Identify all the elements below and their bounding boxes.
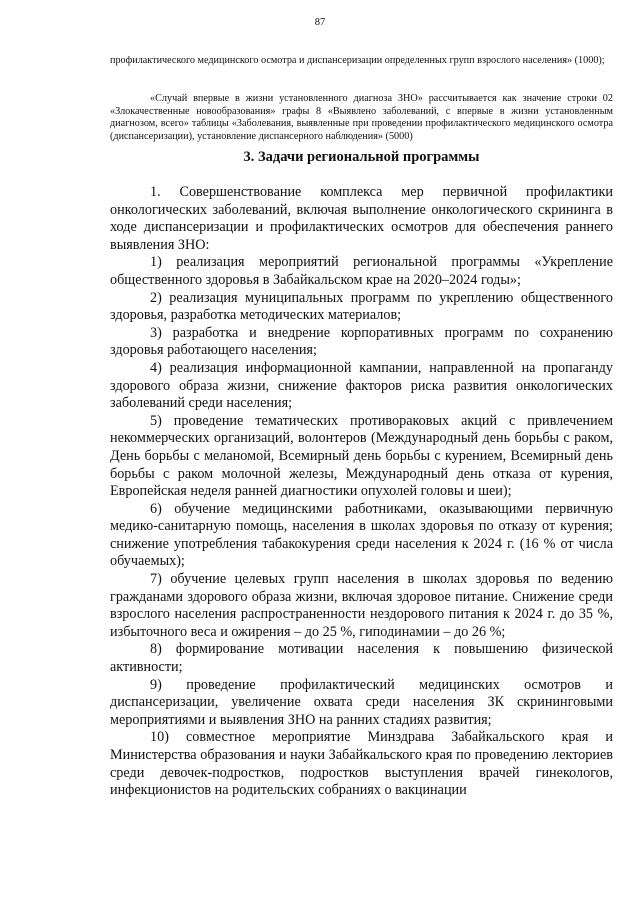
paragraph-item-6: 6) обучение медицинскими работниками, оказывающими первичную медико-санитарную помощь, населения в школах здоровья по отказу от курения; снижение употребления табакокурения среди населения к 2024 г. (16 % от числа обучаемых); <box>110 500 613 570</box>
section-body <box>110 184 613 800</box>
top-note-paragraph-1: профилактического медицинского осмотра и диспансеризации определенных групп взрослого населения» (1000); <box>110 55 605 66</box>
top-note-paragraph-2: «Случай впервые в жизни установленного диагноза ЗНО» рассчитывается как значение строки 02 «Злокачественные новообразования» графы 8 «Выявлено заболеваний, с впервые в жизни установленным диагнозом, всего» таблицы «Заболевания, выявленные при проведении профилактического медицинского осмотра (диспансеризации), установление диспансерного наблюдения» (5000) <box>110 93 613 142</box>
page-number: 87 <box>314 17 326 28</box>
paragraph-item-10: 10) совместное мероприятие Минздрава Забайкальского края и Министерства образования и науки Забайкальского края по проведению лекториев среди девочек-подростков, подростков выступления врачей гинекологов, инфекционистов на родительских собраниях о вакцинации <box>110 729 613 799</box>
paragraph-intro: 1. Совершенствование комплекса мер первичной профилактики онкологических заболеваний, включая выполнение онкологического скрининга в ходе диспансеризации и профилактических осмотров для обеспечения раннего выявления ЗНО: <box>110 184 613 253</box>
paragraph-item-5: 5) проведение тематических противораковых акций с привлечением некоммерческих организаций, волонтеров (Международный день борьбы с раком, День борьбы с меланомой, Всемирный день борьбы с курением, Всемирный день борьбы с раком молочной железы, Международный день отказа от курения, Европейская неделя ранней диагностики опухолей головы и шеи); <box>110 412 613 500</box>
paragraph-item-9: 9) проведение профилактический медицинских осмотров и диспансеризации, увеличение охвата среди населения ЗК скрининговыми мероприятиями и выявления ЗНО на ранних стадиях развития; <box>110 676 613 728</box>
paragraph-item-4: 4) реализация информационной кампании, направленной на пропаганду здорового образа жизни, снижение факторов риска развития онкологических заболеваний среди населения; <box>110 359 613 412</box>
paragraph-item-8: 8) формирование мотивации населения к повышению физической активности; <box>110 641 613 676</box>
paragraph-item-3: 3) разработка и внедрение корпоративных программ по сохранению здоровья работающего населения; <box>110 324 613 359</box>
paragraph-item-2: 2) реализация муниципальных программ по укреплению общественного здоровья, разработка методических материалов; <box>110 289 613 324</box>
paragraph-item-1: 1) реализация мероприятий региональной программы «Укрепление общественного здоровья в Забайкальском крае на 2020–2024 годы»; <box>110 254 613 288</box>
paragraph-item-7: 7) обучение целевых групп населения в школах здоровья по ведению гражданами здорового образа жизни, включая здоровое питание. Снижение среди взрослого населения распространенности нездорового питания к 2024 г. до 35 %, избыточного веса и ожирения – до 25 %, гиподинамии – до 26 %; <box>110 571 613 640</box>
section-title: 3. Задачи региональной программы <box>243 149 480 165</box>
